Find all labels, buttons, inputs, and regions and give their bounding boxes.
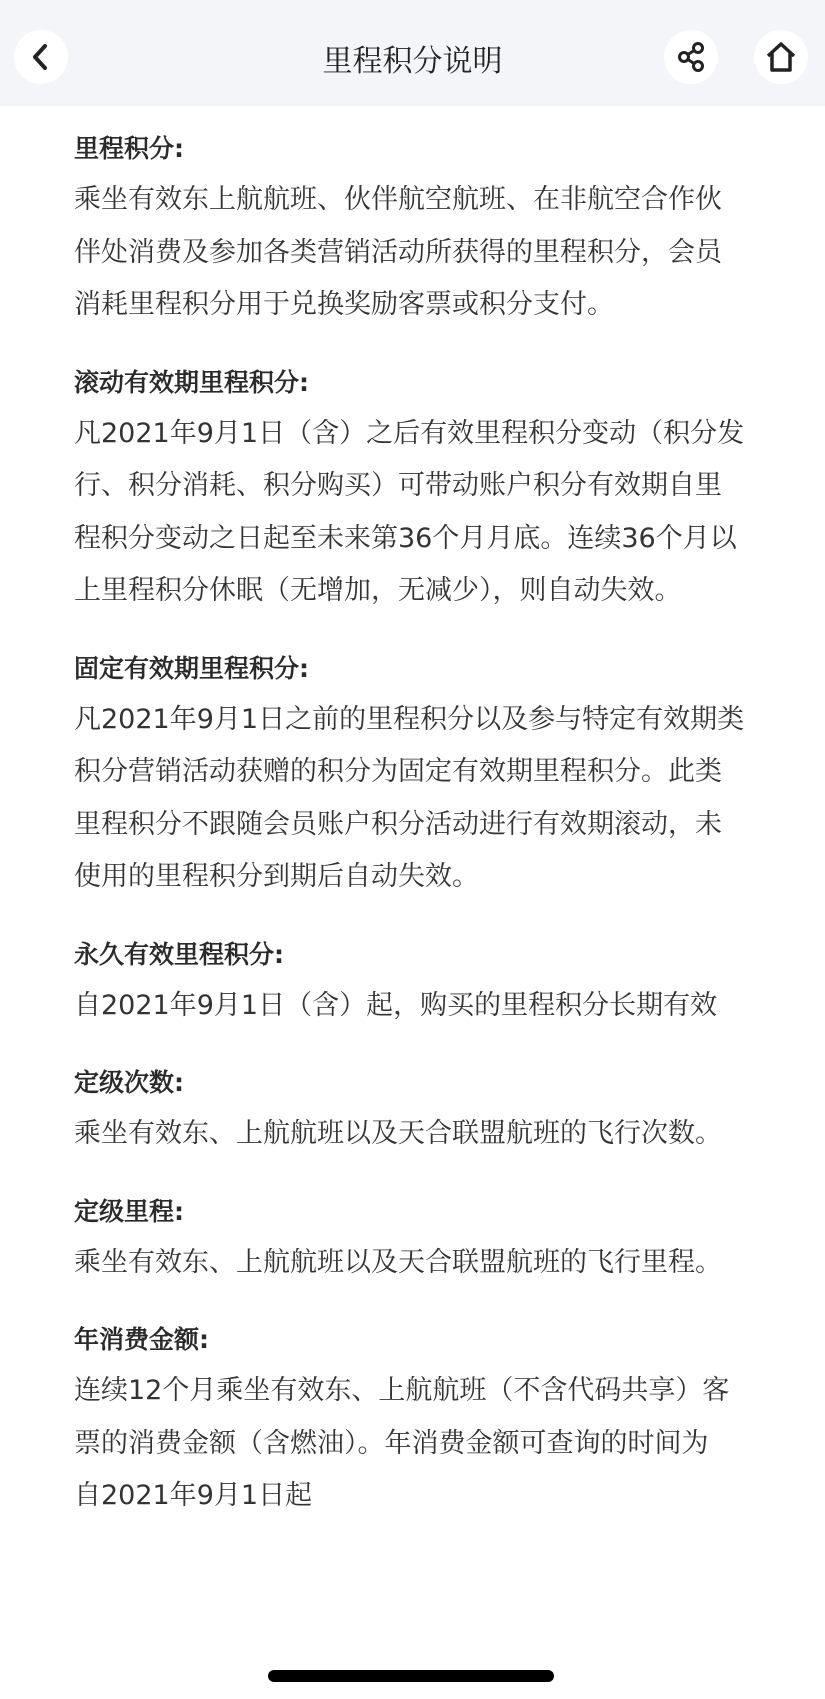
section-text-line: 自2021年9月1日（含）起，购买的里程积分长期有效	[74, 989, 718, 1021]
section	[74, 1058, 774, 1161]
section	[74, 644, 774, 904]
section	[74, 1315, 774, 1523]
section-text-line: 乘坐有效东、上航航班以及天合联盟航班的飞行次数。	[74, 1118, 722, 1149]
section-heading: 定级次数:	[74, 1068, 184, 1097]
section-heading: 定级里程:	[74, 1196, 184, 1226]
section-heading: 年消费金额:	[74, 1325, 209, 1354]
section-text-line: 乘坐有效东上航航班、伙伴航空航班、在非航空合作伙	[74, 184, 722, 215]
section-text-line: 凡2021年9月1日之前的里程积分以及参与特定有效期类	[74, 703, 745, 735]
section-text-line: 行、积分消耗、积分购买）可带动账户积分有效期自里	[74, 470, 722, 501]
content	[74, 124, 774, 1549]
home-icon	[764, 41, 798, 73]
section	[74, 1187, 774, 1290]
section	[74, 124, 774, 332]
section-text-line: 凡2021年9月1日（含）之后有效里程积分变动（积分发	[74, 417, 745, 449]
section-heading: 固定有效期里程积分:	[74, 653, 309, 683]
section-text-line: 乘坐有效东、上航航班以及天合联盟航班的飞行里程。	[74, 1246, 722, 1278]
section-text-line: 使用的里程积分到期后自动失效。	[74, 861, 479, 892]
home-button[interactable]	[754, 30, 808, 84]
section	[74, 930, 774, 1033]
share-button[interactable]	[664, 30, 718, 84]
section	[74, 358, 774, 618]
section-text-line: 连续12个月乘坐有效东、上航航班（不含代码共享）客	[74, 1375, 730, 1406]
share-icon	[675, 41, 707, 73]
section-heading: 里程积分:	[74, 134, 184, 163]
section-heading: 永久有效里程积分:	[74, 939, 284, 969]
section-text-line: 上里程积分休眠（无增加，无减少），则自动失效。	[74, 575, 682, 606]
section-heading: 滚动有效期里程积分:	[74, 367, 309, 397]
home-indicator[interactable]	[268, 1670, 554, 1682]
section-text-line: 票的消费金额（含燃油）。年消费金额可查询的时间为	[74, 1427, 709, 1459]
page-title: 里程积分说明	[322, 44, 503, 79]
section-text-line: 里程积分不跟随会员账户积分活动进行有效期滚动，未	[74, 808, 722, 840]
section-text-line: 消耗里程积分用于兑换奖励客票或积分支付。	[74, 289, 614, 320]
section-text-line: 程积分变动之日起至未来第36个月月底。连续36个月以	[74, 522, 737, 554]
section-text-line: 自2021年9月1日起	[74, 1480, 313, 1511]
section-text-line: 积分营销活动获赠的积分为固定有效期里程积分。此类	[74, 756, 722, 787]
section-text-line: 伴处消费及参加各类营销活动所获得的里程积分，会员	[74, 236, 722, 268]
nav-bar	[0, 0, 825, 106]
